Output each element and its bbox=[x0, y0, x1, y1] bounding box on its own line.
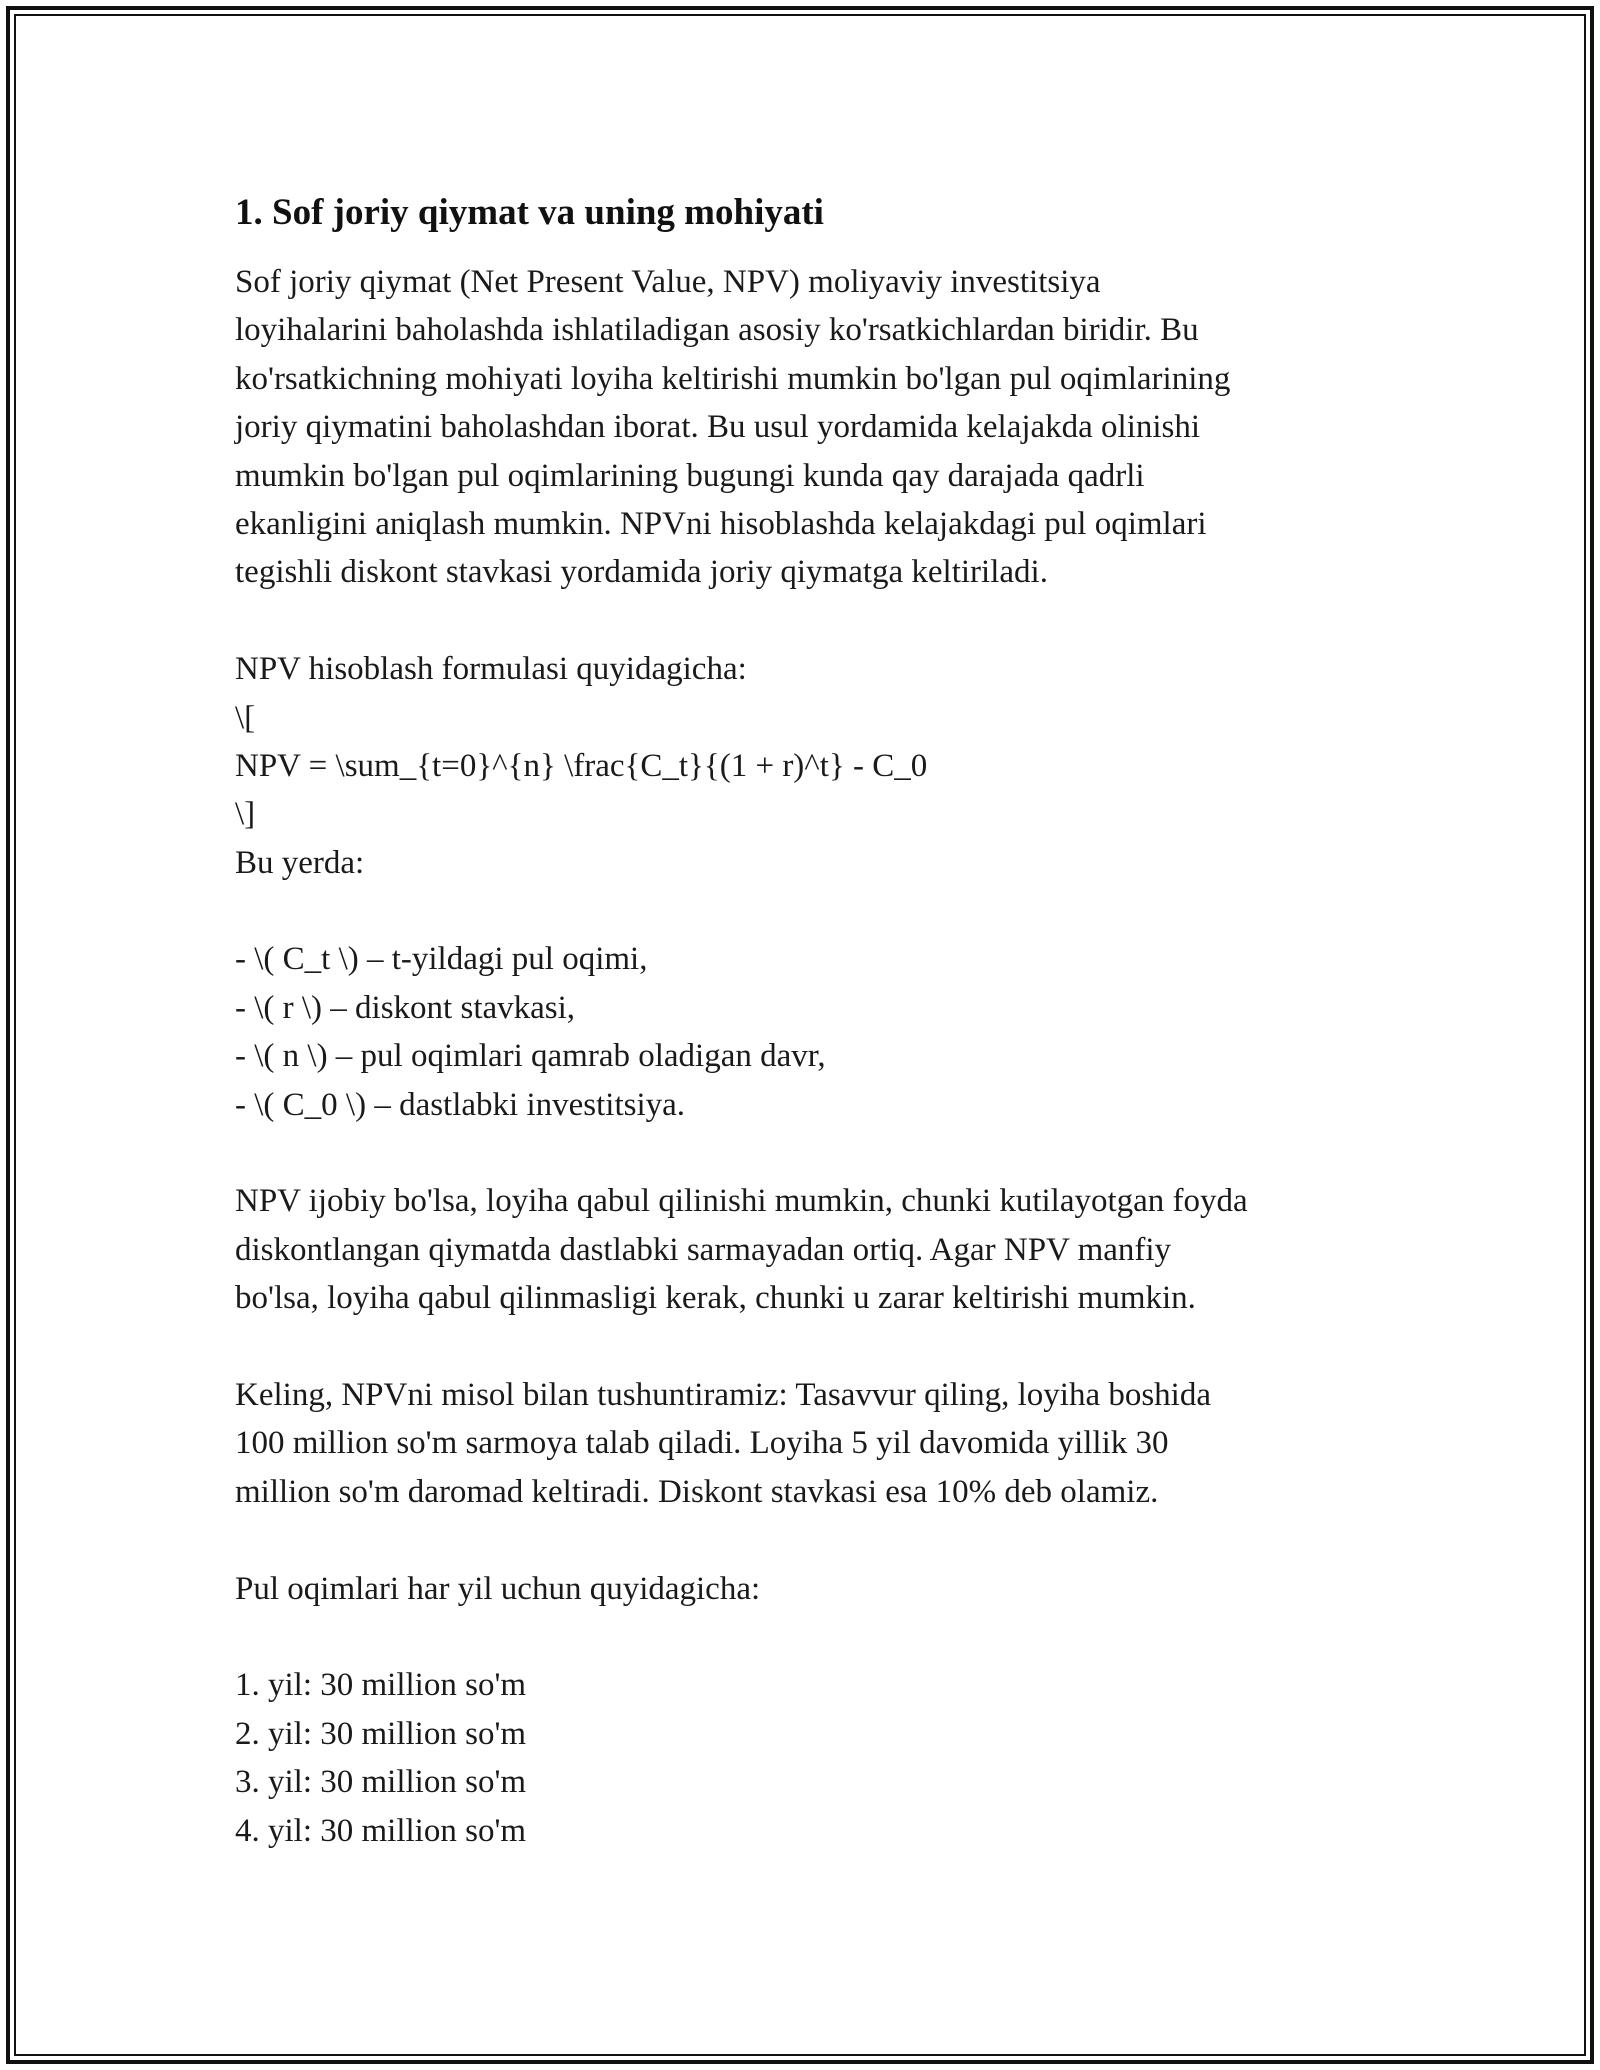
paragraph-spacer bbox=[235, 1613, 1375, 1661]
formula-close-delimiter: \] bbox=[235, 796, 256, 833]
cashflow-item: 4. yil: 30 million so'm bbox=[235, 1812, 527, 1849]
intro-line: joriy qiymatini baholashdan iborat. Bu usul yordamida kelajakda olinishi bbox=[235, 409, 1201, 446]
intro-line: ekanligini aniqlash mumkin. NPVni hisoblashda kelajakdagi pul oqimlari bbox=[235, 505, 1207, 542]
paragraph-spacer bbox=[235, 1323, 1375, 1371]
document-body bbox=[235, 258, 1375, 1855]
intro-line: ko'rsatkichning mohiyati loyiha keltirishi mumkin bo'lgan pul oqimlarining bbox=[235, 360, 1231, 397]
formula-intro-line: NPV hisoblash formulasi quyidagicha: bbox=[235, 651, 747, 688]
formula-open-delimiter: \[ bbox=[235, 699, 256, 736]
paragraph-spacer bbox=[235, 1129, 1375, 1177]
paragraph-spacer bbox=[235, 887, 1375, 935]
paragraph-spacer bbox=[235, 597, 1375, 645]
cashflow-item: 1. yil: 30 million so'm bbox=[235, 1667, 527, 1704]
example-line: Keling, NPVni misol bilan tushuntiramiz: Tasavvur qiling, loyiha boshida bbox=[235, 1376, 1211, 1413]
example-line: 100 million so'm sarmoya talab qiladi. Loyiha 5 yil davomida yillik 30 bbox=[235, 1425, 1169, 1462]
definition-item: - \( r \) – diskont stavkasi, bbox=[235, 989, 576, 1026]
interpretation-line: diskontlangan qiymatda dastlabki sarmayadan ortiq. Agar NPV manfiy bbox=[235, 1231, 1172, 1268]
interpretation-line: bo'lsa, loyiha qabul qilinmasligi kerak, chunki u zarar keltirishi mumkin. bbox=[235, 1280, 1196, 1317]
example-line: million so'm daromad keltiradi. Diskont stavkasi esa 10% deb olamiz. bbox=[235, 1473, 1159, 1510]
npv-formula: NPV = \sum_{t=0}^{n} \frac{C_t}{(1 + r)^t} - C_0 bbox=[235, 747, 928, 784]
intro-line: tegishli diskont stavkasi yordamida joriy qiymatga keltiriladi. bbox=[235, 554, 1048, 591]
definition-item: - \( C_0 \) – dastlabki investitsiya. bbox=[235, 1086, 686, 1123]
section-heading: 1. Sof joriy qiymat va uning mohiyati bbox=[235, 192, 824, 233]
cashflow-intro-line: Pul oqimlari har yil uchun quyidagicha: bbox=[235, 1570, 761, 1607]
intro-line: loyihalarini baholashda ishlatiladigan asosiy ko'rsatkichlardan biridir. Bu bbox=[235, 312, 1199, 349]
paragraph-spacer bbox=[235, 1516, 1375, 1564]
document-content bbox=[235, 188, 1375, 1855]
cashflow-item: 2. yil: 30 million so'm bbox=[235, 1715, 527, 1752]
definitions-label: Bu yerda: bbox=[235, 844, 365, 881]
definition-item: - \( C_t \) – t-yildagi pul oqimi, bbox=[235, 941, 648, 978]
cashflow-item: 3. yil: 30 million so'm bbox=[235, 1764, 527, 1801]
interpretation-line: NPV ijobiy bo'lsa, loyiha qabul qilinishi mumkin, chunki kutilayotgan foyda bbox=[235, 1183, 1248, 1220]
definition-item: - \( n \) – pul oqimlari qamrab oladigan davr, bbox=[235, 1038, 826, 1075]
intro-line: Sof joriy qiymat (Net Present Value, NPV) moliyaviy investitsiya bbox=[235, 264, 1101, 300]
intro-line: mumkin bo'lgan pul oqimlarining bugungi kunda qay darajada qadrli bbox=[235, 457, 1145, 494]
